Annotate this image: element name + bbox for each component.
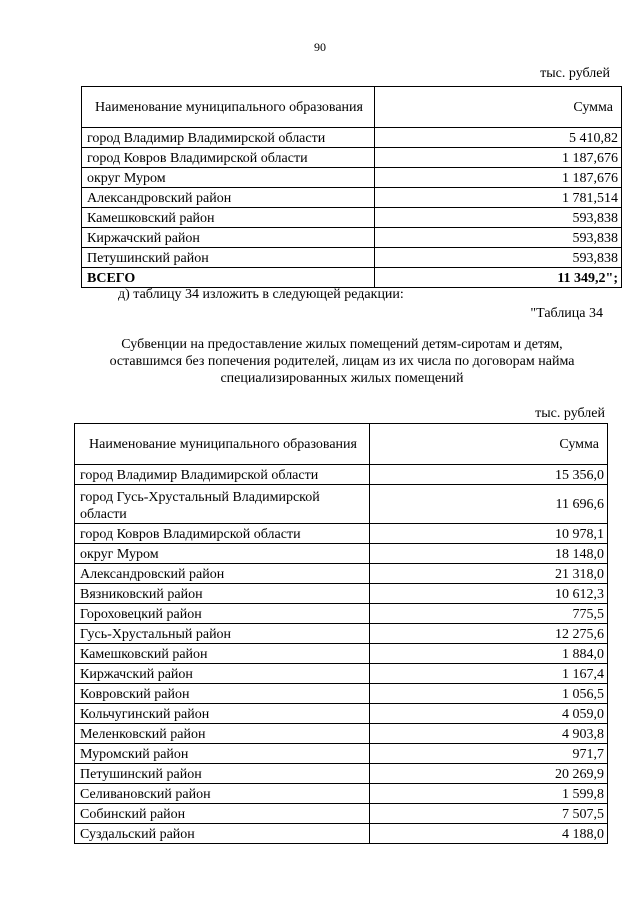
- row-sum: 4 903,8: [370, 724, 608, 744]
- row-sum: 20 269,9: [370, 764, 608, 784]
- table1-units: тыс. рублей: [540, 66, 610, 81]
- row-name: город Ковров Владимирской области: [82, 148, 375, 168]
- row-sum: 1 167,4: [370, 664, 608, 684]
- total-row: [82, 268, 622, 288]
- row-sum: 1 056,5: [370, 684, 608, 704]
- row-sum: 7 507,5: [370, 804, 608, 824]
- table-row: [75, 465, 608, 485]
- table-row: [75, 485, 608, 524]
- table-row: [75, 644, 608, 664]
- header-name-cell: Наименование муниципального образования: [75, 424, 370, 465]
- table-header-row: [82, 87, 622, 128]
- table-row: [82, 168, 622, 188]
- row-sum: 10 612,3: [370, 584, 608, 604]
- row-name: Собинский район: [75, 804, 370, 824]
- table-row: [82, 228, 622, 248]
- table2-label: "Таблица 34: [530, 306, 603, 321]
- table-row: [75, 664, 608, 684]
- row-name: Вязниковский район: [75, 584, 370, 604]
- row-sum: 1 187,676: [375, 148, 622, 168]
- row-sum: 1 781,514: [375, 188, 622, 208]
- row-sum: 593,838: [375, 208, 622, 228]
- table-row: [82, 128, 622, 148]
- table-row: [75, 744, 608, 764]
- table2-caption: Субвенции на предоставление жилых помещений детям-сиротам и детям, оставшимся без попечения родителей, лицам из их числа по договорам найма специализированных жилых помещений: [109, 337, 575, 386]
- row-sum: 4 059,0: [370, 704, 608, 724]
- table-row: [75, 584, 608, 604]
- amendment-text: д) таблицу 34 изложить в следующей редакции:: [118, 287, 404, 302]
- table-row: [75, 764, 608, 784]
- table-2: [74, 423, 608, 844]
- row-name: Муромский район: [75, 744, 370, 764]
- table-row: [82, 208, 622, 228]
- row-name: город Ковров Владимирской области: [75, 524, 370, 544]
- row-sum: 15 356,0: [370, 465, 608, 485]
- row-name: Кольчугинский район: [75, 704, 370, 724]
- row-name: Александровский район: [82, 188, 375, 208]
- table-row: [75, 564, 608, 584]
- row-sum: 775,5: [370, 604, 608, 624]
- total-sum: 11 349,2";: [375, 268, 622, 288]
- row-name: город Владимир Владимирской области: [82, 128, 375, 148]
- table-row: [75, 624, 608, 644]
- row-sum: 1 599,8: [370, 784, 608, 804]
- table2-units: тыс. рублей: [535, 406, 605, 421]
- row-sum: 10 978,1: [370, 524, 608, 544]
- row-sum: 5 410,82: [375, 128, 622, 148]
- row-name: округ Муром: [75, 544, 370, 564]
- row-sum: 1 187,676: [375, 168, 622, 188]
- row-sum: 12 275,6: [370, 624, 608, 644]
- table-row: [82, 148, 622, 168]
- table-row: [75, 524, 608, 544]
- row-sum: 593,838: [375, 248, 622, 268]
- table-row: [75, 784, 608, 804]
- row-name: Киржачский район: [75, 664, 370, 684]
- table-row: [75, 704, 608, 724]
- table-header-row: [75, 424, 608, 465]
- table-row: [75, 724, 608, 744]
- row-name: округ Муром: [82, 168, 375, 188]
- table-row: [75, 824, 608, 844]
- row-name: Петушинский район: [82, 248, 375, 268]
- page-number: 90: [314, 40, 326, 54]
- row-sum: 21 318,0: [370, 564, 608, 584]
- row-name: Камешковский район: [75, 644, 370, 664]
- header-name-cell: Наименование муниципального образования: [82, 87, 375, 128]
- row-name: город Владимир Владимирской области: [75, 465, 370, 485]
- table-row: [75, 544, 608, 564]
- row-name: Александровский район: [75, 564, 370, 584]
- total-label: ВСЕГО: [82, 268, 375, 288]
- table-row: [82, 248, 622, 268]
- table-row: [75, 804, 608, 824]
- row-name: Гусь-Хрустальный район: [75, 624, 370, 644]
- header-sum-cell: Сумма: [375, 87, 622, 128]
- row-name: Меленковский район: [75, 724, 370, 744]
- row-name: Гороховецкий район: [75, 604, 370, 624]
- row-name: Камешковский район: [82, 208, 375, 228]
- row-name: город Гусь-Хрустальный Владимирской области: [75, 485, 370, 524]
- row-sum: 593,838: [375, 228, 622, 248]
- row-name: Киржачский район: [82, 228, 375, 248]
- row-name: Ковровский район: [75, 684, 370, 704]
- row-name: Петушинский район: [75, 764, 370, 784]
- row-sum: 971,7: [370, 744, 608, 764]
- row-sum: 18 148,0: [370, 544, 608, 564]
- header-sum-cell: Сумма: [370, 424, 608, 465]
- row-name: Селивановский район: [75, 784, 370, 804]
- table-row: [75, 604, 608, 624]
- table-row: [75, 684, 608, 704]
- row-sum: 4 188,0: [370, 824, 608, 844]
- row-sum: 1 884,0: [370, 644, 608, 664]
- table-1: [81, 86, 622, 288]
- row-name: Суздальский район: [75, 824, 370, 844]
- table-row: [82, 188, 622, 208]
- row-sum: 11 696,6: [370, 485, 608, 524]
